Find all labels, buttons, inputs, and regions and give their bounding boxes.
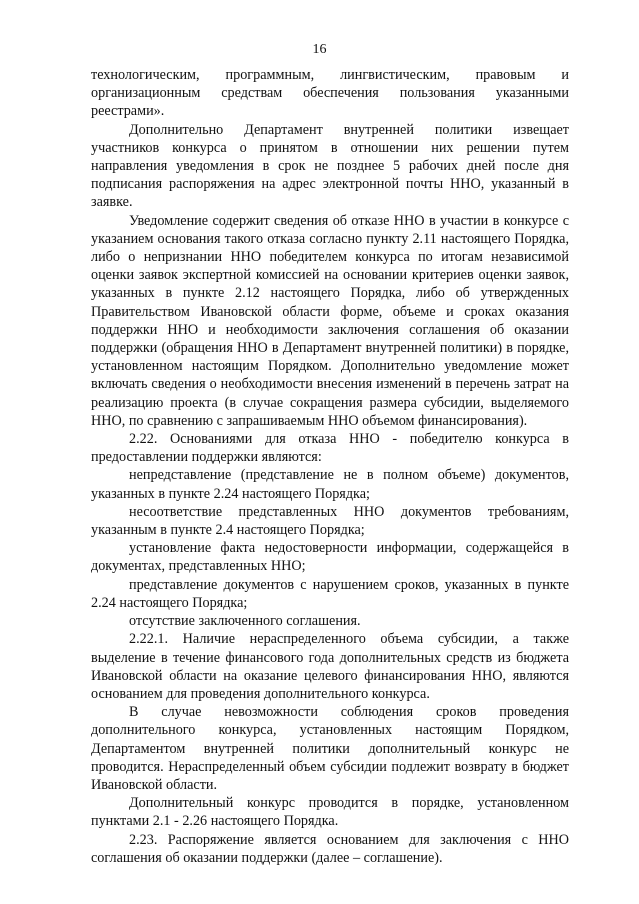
paragraph-additional-contest-procedure: Дополнительный конкурс проводится в порядке, установленном пунктами 2.1 - 2.26 настоящего Порядка. [91,795,569,830]
list-item-deadline-violation: представление документов с нарушением сроков, указанных в пункте 2.24 настоящего Порядка; [91,576,569,611]
page-number: 16 [312,42,327,57]
list-item-no-agreement: отсутствие заключенного соглашения. [129,613,361,630]
paragraph-notification-content: Уведомление содержит сведения об отказе ННО в участии в конкурсе с указанием основания такого отказа согласно пункту 2.11 настоящего Порядка, либо о непризнании ННО победителем конкурса по итогам независимой оценки заявок экспертной комиссией на основании критериев оценки заявок, указанных в пункте 2.12 настоящего Порядка, либо об утвержденных Правительством Ивановской области форме, объеме и сроках оказания поддержки ННО и необходимости заключения соглашения об оказании поддержки (обращения ННО в Департамент внутренней политики) в порядке, установленном настоящим Порядком. Дополнительно уведомление может включать сведения о необходимости внесения изменений в перечень затрат на реализацию проекта (в случае сокращения размера субсидии, выделяемого ННО, по сравнению с запрашиваемым ННО объемом финансирования). [91,212,569,429]
list-item-false-information: установление факта недостоверности информации, содержащейся в документах, представленных ННО; [91,540,569,575]
paragraph-notification-of-participants: Дополнительно Департамент внутренней политики извещает участников конкурса о принятом в отношении них решении путем направления уведомления в срок не позднее 5 рабочих дней после дня подписания распоряжения на адрес электронной почты ННО, указанный в заявке. [91,121,569,211]
list-item-documents-nonconformity: несоответствие представленных ННО документов требованиям, указанным в пункте 2.4 настоящего Порядка; [91,503,569,539]
paragraph-contest-not-held: В случае невозможности соблюдения сроков проведения дополнительного конкурса, установленных настоящим Порядком, Департаментом внутренней политики дополнительный конкурс не проводится. Нераспределенный объем субсидии подлежит возврату в бюджет Ивановской области. [91,704,569,793]
paragraph-2-22-1-additional-contest: 2.22.1. Наличие нераспределенного объема субсидии, а также выделение в течение финансового года дополнительных средств из бюджета Ивановской области на оказание целевого финансирования ННО, являются основанием для проведения дополнительного конкурса. [91,631,569,702]
paragraph-2-23-agreement: 2.23. Распоряжение является основанием для заключения с ННО соглашения об оказании поддержки (далее – соглашение). [91,831,569,866]
paragraph-continuation: технологическим, программным, лингвистическим, правовым и организационным средствам обеспечения пользования указанными реестрами». [91,67,569,120]
paragraph-2-22-refusal-grounds: 2.22. Основаниями для отказа ННО - победителю конкурса в предоставлении поддержки являются: [91,431,569,466]
list-item-documents-not-submitted: непредставление (представление не в полном объеме) документов, указанных в пункте 2.24 настоящего Порядка; [91,467,569,502]
document-body [91,66,569,867]
